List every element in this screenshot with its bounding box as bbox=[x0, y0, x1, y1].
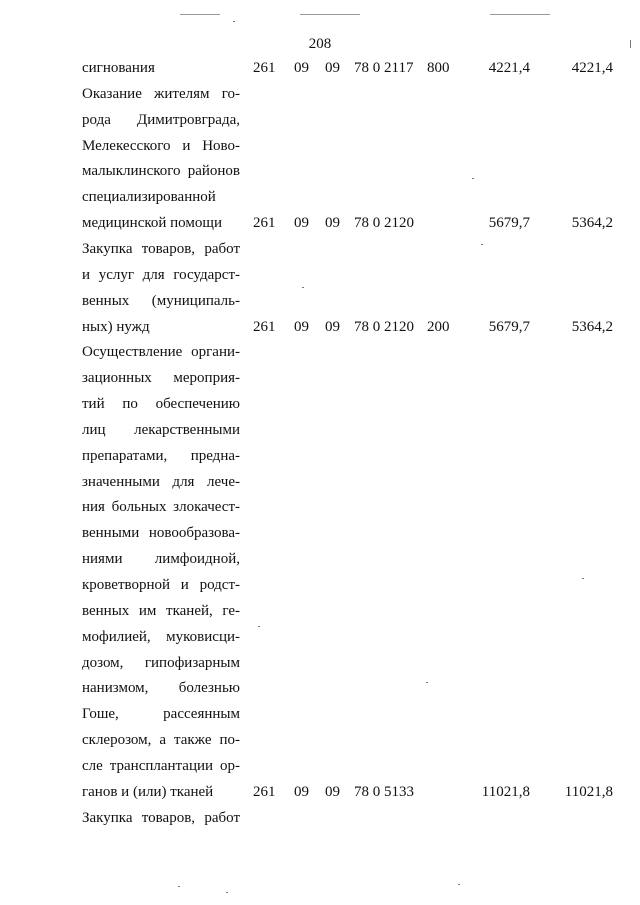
amount-year-1: 11021,8 bbox=[481, 783, 530, 800]
row-description: препаратами, предна- bbox=[82, 447, 240, 464]
csr-code: 78 0 5133 bbox=[354, 783, 414, 800]
row-description: дозом, гипофизарным bbox=[82, 654, 240, 671]
scan-artifact bbox=[233, 21, 235, 22]
scan-artifact bbox=[302, 287, 304, 288]
table-row bbox=[0, 288, 640, 314]
table-row bbox=[0, 546, 640, 572]
amount-year-2: 4221,4 bbox=[571, 60, 613, 76]
row-description: специализированной bbox=[82, 189, 216, 206]
table-row bbox=[0, 262, 640, 288]
row-description: рода Димитровграда, bbox=[82, 111, 240, 128]
table-row bbox=[0, 779, 640, 805]
table-row bbox=[0, 107, 640, 133]
section-code: 09 bbox=[294, 783, 309, 800]
table-row bbox=[0, 675, 640, 701]
table-row bbox=[0, 158, 640, 184]
row-description: тий по обеспечению bbox=[82, 396, 240, 413]
row-description: Оказание жителям го- bbox=[82, 85, 240, 102]
row-description: нанизмом, болезнью bbox=[82, 680, 240, 697]
subsection-code: 09 bbox=[325, 215, 340, 232]
admin-code: 261 bbox=[253, 215, 276, 232]
table-row bbox=[0, 443, 640, 469]
table-row bbox=[0, 701, 640, 727]
scan-artifact bbox=[582, 578, 584, 579]
table-row bbox=[0, 598, 640, 624]
section-code: 09 bbox=[294, 215, 309, 232]
row-description: мофилией, муковисци- bbox=[82, 628, 240, 645]
table-row bbox=[0, 314, 640, 340]
scan-artifact bbox=[426, 682, 428, 683]
row-description: Закупка товаров, работ bbox=[82, 809, 240, 826]
table-row bbox=[0, 391, 640, 417]
table-row bbox=[0, 339, 640, 365]
scan-artifact bbox=[300, 14, 360, 15]
table-row bbox=[0, 55, 640, 81]
row-description: Гоше, рассеянным bbox=[82, 706, 240, 723]
table-row bbox=[0, 520, 640, 546]
row-description: венными новообразова- bbox=[82, 525, 240, 542]
csr-code: 78 0 2117 bbox=[354, 60, 414, 76]
amount-year-2: 5364,2 bbox=[571, 318, 613, 335]
table-row bbox=[0, 81, 640, 107]
table-row bbox=[0, 236, 640, 262]
table-row bbox=[0, 753, 640, 779]
table-row bbox=[0, 210, 640, 236]
row-description: медицинской помощи bbox=[82, 215, 222, 232]
scan-artifact bbox=[481, 244, 483, 245]
row-description: Мелекесского и Ново- bbox=[82, 137, 240, 154]
row-description: ниями лимфоидной, bbox=[82, 551, 240, 568]
vr-code: 200 bbox=[427, 318, 450, 335]
row-description: Закупка товаров, работ bbox=[82, 240, 240, 257]
row-description: и услуг для государст- bbox=[82, 266, 240, 283]
row-description: Осуществление органи- bbox=[82, 344, 240, 361]
scan-artifact bbox=[180, 14, 220, 15]
table-row bbox=[0, 133, 640, 159]
csr-code: 78 0 2120 bbox=[354, 318, 414, 335]
subsection-code: 09 bbox=[325, 60, 340, 76]
scan-artifact bbox=[458, 884, 460, 885]
section-code: 09 bbox=[294, 318, 309, 335]
table-row bbox=[0, 184, 640, 210]
table-row bbox=[0, 727, 640, 753]
table-row bbox=[0, 494, 640, 520]
page-number: 208 bbox=[308, 36, 332, 52]
scan-artifact bbox=[226, 892, 228, 893]
row-description: сигнования bbox=[82, 60, 155, 76]
row-description: склерозом, а также по- bbox=[82, 732, 240, 749]
scan-artifact bbox=[258, 626, 260, 627]
row-description: ганов и (или) тканей bbox=[82, 783, 214, 800]
amount-year-1: 5679,7 bbox=[488, 215, 530, 232]
csr-code: 78 0 2120 bbox=[354, 215, 414, 232]
table-row bbox=[0, 365, 640, 391]
row-description: венных им тканей, ге- bbox=[82, 602, 240, 619]
vr-code: 800 bbox=[427, 60, 450, 76]
admin-code: 261 bbox=[253, 60, 276, 76]
row-description: ных) нужд bbox=[82, 318, 150, 335]
table-row bbox=[0, 572, 640, 598]
table-row bbox=[0, 624, 640, 650]
row-description: зационных мероприя- bbox=[82, 370, 240, 387]
amount-year-2: 11021,8 bbox=[564, 783, 613, 800]
section-code: 09 bbox=[294, 60, 309, 76]
scan-artifact bbox=[630, 40, 631, 48]
subsection-code: 09 bbox=[325, 318, 340, 335]
row-description: лиц лекарственными bbox=[82, 421, 240, 438]
admin-code: 261 bbox=[253, 783, 276, 800]
table-row bbox=[0, 469, 640, 495]
row-description: ния больных злокачест- bbox=[82, 499, 240, 516]
row-description: кроветворной и родст- bbox=[82, 577, 240, 593]
row-description: сле трансплантации ор- bbox=[82, 757, 240, 774]
row-description: значенными для лече- bbox=[82, 473, 240, 490]
amount-year-2: 5364,2 bbox=[571, 215, 613, 232]
amount-year-1: 5679,7 bbox=[488, 318, 530, 335]
subsection-code: 09 bbox=[325, 783, 340, 800]
scan-artifact bbox=[490, 14, 550, 15]
table-row bbox=[0, 805, 640, 831]
table-row bbox=[0, 417, 640, 443]
amount-year-1: 4221,4 bbox=[488, 60, 530, 76]
scan-artifact bbox=[178, 886, 180, 887]
row-description: венных (муниципаль- bbox=[82, 292, 240, 309]
row-description: малыклинского районов bbox=[82, 163, 240, 180]
scan-artifact bbox=[472, 178, 474, 179]
table-row bbox=[0, 650, 640, 676]
admin-code: 261 bbox=[253, 318, 276, 335]
